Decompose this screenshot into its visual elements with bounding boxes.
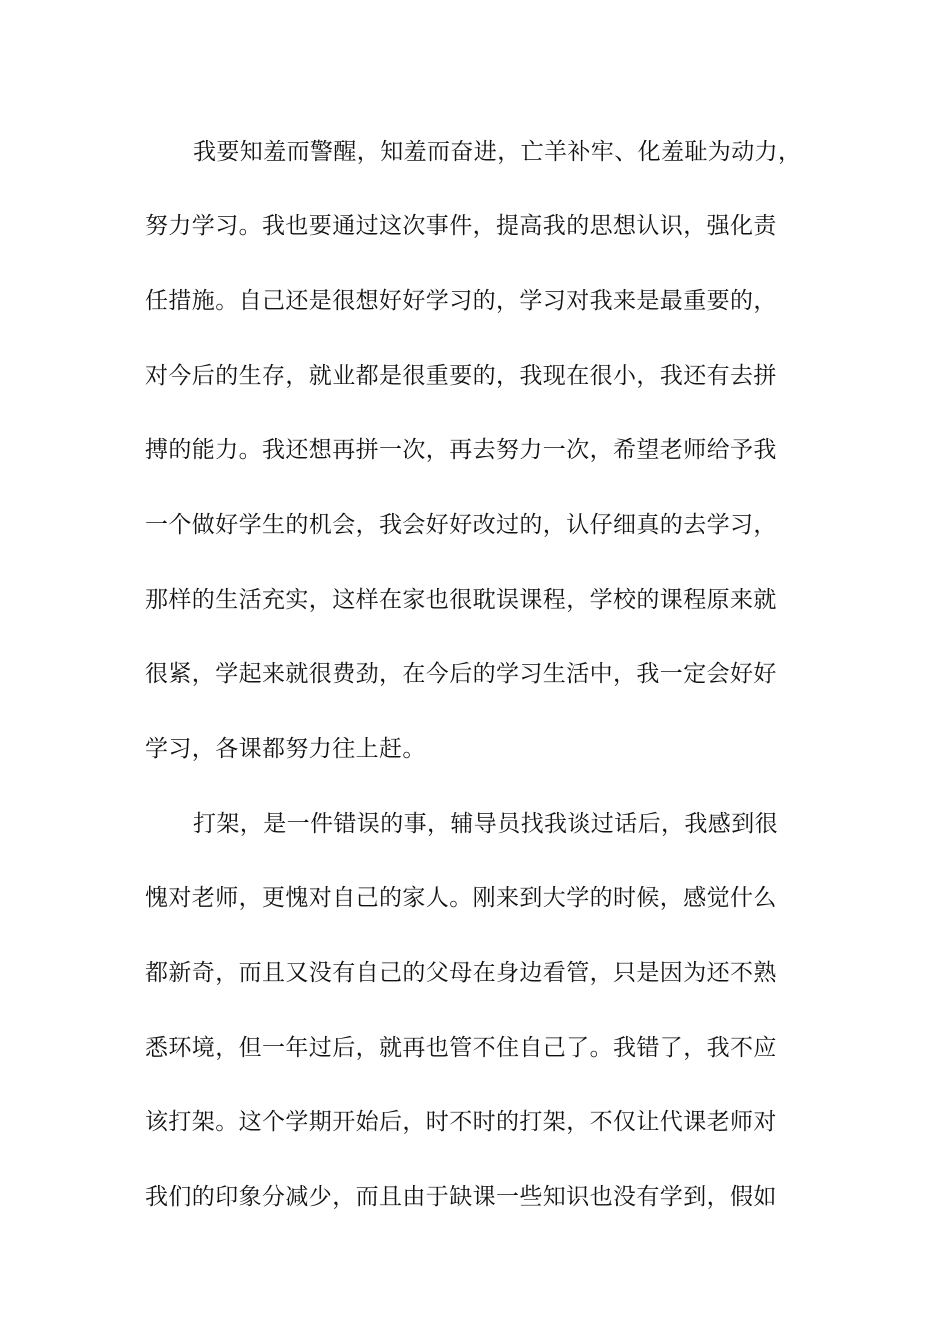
paragraph-1-line-7: 那样的生活充实，这样在家也很耽误课程，学校的课程原来就	[145, 587, 777, 613]
paragraph-2-line-5: 该打架。这个学期开始后，时不时的打架，不仅让代课老师对	[145, 1109, 777, 1135]
paragraph-1-line-4: 对今后的生存，就业都是很重要的，我现在很小，我还有去拼	[145, 363, 777, 389]
paragraph-1-line-3: 任措施。自己还是很想好好学习的，学习对我来是最重要的，	[145, 288, 777, 314]
paragraph-2-line-3: 都新奇，而且又没有自己的父母在身边看管，只是因为还不熟	[145, 960, 777, 986]
paragraph-2-line-6: 我们的印象分减少，而且由于缺课一些知识也没有学到，假如	[145, 1184, 777, 1210]
paragraph-1-line-2: 努力学习。我也要通过这次事件，提高我的思想认识，强化责	[145, 213, 777, 239]
paragraph-1-line-1: 我要知羞而警醒，知羞而奋进，亡羊补牢、化羞耻为动力，	[193, 139, 802, 165]
paragraph-1-line-9: 学习，各课都努力往上赶。	[145, 736, 426, 762]
paragraph-2-line-4: 悉环境，但一年过后，就再也管不住自己了。我错了，我不应	[145, 1035, 777, 1061]
paragraph-2-line-2: 愧对老师，更愧对自己的家人。刚来到大学的时候，感觉什么	[145, 885, 777, 911]
paragraph-1-line-8: 很紧，学起来就很费劲，在今后的学习生活中，我一定会好好	[145, 661, 777, 687]
paragraph-2-line-1: 打架，是一件错误的事，辅导员找我谈过话后，我感到很	[193, 811, 778, 837]
paragraph-1-line-5: 搏的能力。我还想再拼一次，再去努力一次，希望老师给予我	[145, 437, 777, 463]
paragraph-1-line-6: 一个做好学生的机会，我会好好改过的，认仔细真的去学习，	[145, 512, 777, 538]
